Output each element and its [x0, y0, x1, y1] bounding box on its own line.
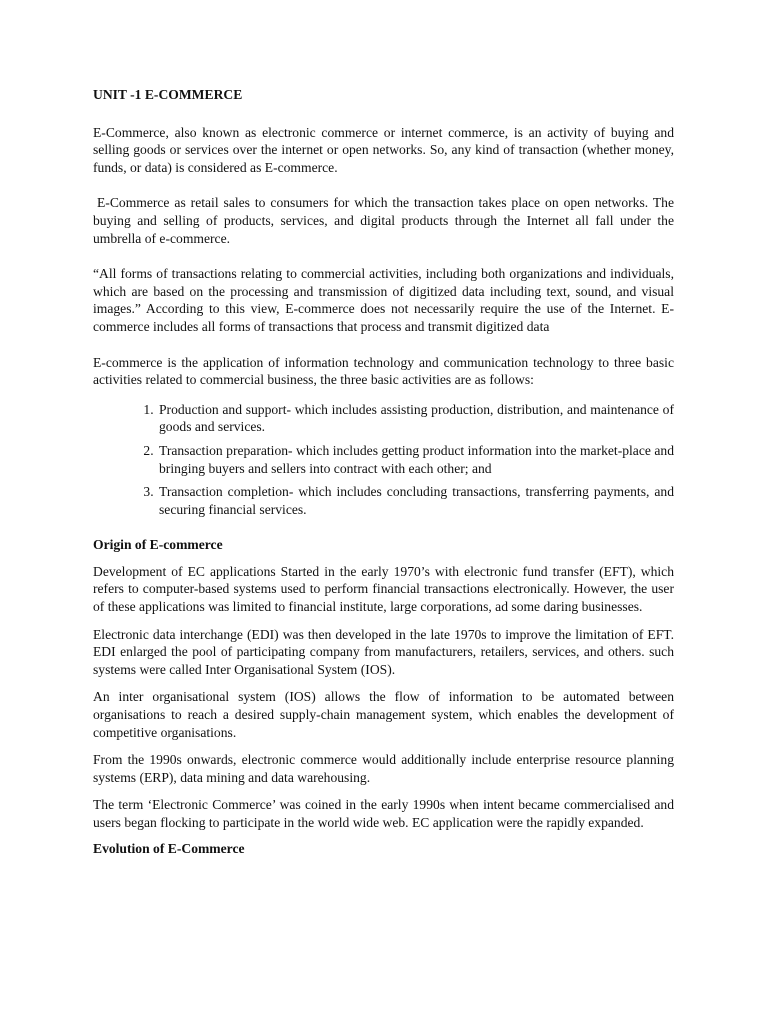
intro-paragraph: E-Commerce, also known as electronic commerce or internet commerce, is an activity of buying and selling goods or services over the internet or open networks. So, any kind of transaction (whether money, funds, or data) is considered as E-commerce.	[93, 124, 674, 175]
list-item: 3. Transaction completion- which includes concluding transactions, transferring payments, and securing financial services.	[157, 483, 674, 518]
intro-paragraph: “All forms of transactions relating to commercial activities, including both organizations and individuals, which are based on the processing and transmission of digitized data including text, sound, and visual images.” According to this view, E-commerce does not necessarily require the use of the Internet. E-commerce includes all forms of transactions that process and transmit digitized data	[93, 266, 674, 334]
origin-heading: Origin of E-commerce	[93, 537, 223, 553]
list-item: 2. Transaction preparation- which includes getting product information into the market-place and bringing buyers and sellers into contract with each other; and	[157, 442, 674, 477]
document-page	[93, 86, 674, 866]
origin-paragraph: The term ‘Electronic Commerce’ was coined in the early 1990s when intent became commercialised and users began flocking to participate in the world wide web. EC application were the rapidly expanded.	[93, 797, 674, 830]
activities-list	[93, 401, 674, 519]
origin-paragraph: From the 1990s onwards, electronic commerce would additionally include enterprise resource planning systems (ERP), data mining and data warehousing.	[93, 752, 674, 785]
origin-paragraph: Electronic data interchange (EDI) was then developed in the late 1970s to improve the limitation of EFT. EDI enlarged the pool of participating company from manufacturers, retailers, services, and others. such systems were called Inter Organisational System (IOS).	[93, 626, 674, 677]
list-item: 1. Production and support- which includes assisting production, distribution, and maintenance of goods and services.	[157, 401, 674, 436]
document-title: UNIT -1 E-COMMERCE	[93, 87, 243, 102]
intro-paragraph: E-commerce is the application of information technology and communication technology to three basic activities related to commercial business, the three basic activities are as follows:	[93, 354, 674, 388]
evolution-heading: Evolution of E-Commerce	[93, 840, 245, 856]
intro-paragraph: E-Commerce as retail sales to consumers for which the transaction takes place on open networks. The buying and selling of products, services, and digital products through the Internet all fall under the umbrella of e-commerce.	[93, 195, 674, 246]
origin-paragraph: Development of EC applications Started in the early 1970’s with electronic fund transfer (EFT), which refers to computer-based systems used to perform financial transactions electronically. However, the user of these applications was limited to financial institute, large corporations, ad some daring businesses.	[93, 563, 674, 615]
origin-paragraph: An inter organisational system (IOS) allows the flow of information to be automated between organisations to reach a desired supply-chain management system, which enables the development of competitive organisations.	[93, 689, 674, 740]
